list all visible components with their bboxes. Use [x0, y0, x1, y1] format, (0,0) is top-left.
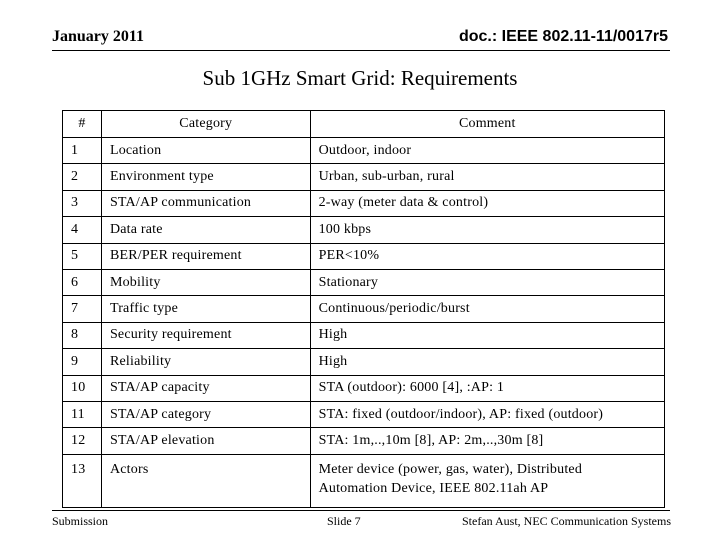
row-category: STA/AP capacity — [101, 375, 310, 401]
row-comment: Stationary — [310, 269, 664, 295]
row-comment: 2-way (meter data & control) — [310, 190, 664, 216]
row-number: 11 — [63, 401, 102, 427]
table-row — [63, 401, 665, 427]
row-comment: STA: 1m,..,10m [8], AP: 2m,..,30m [8] — [310, 428, 664, 454]
footer-divider — [52, 510, 670, 511]
row-comment: Outdoor, indoor — [310, 138, 664, 164]
header-doc-id: doc.: IEEE 802.11-11/0017r5 — [458, 28, 668, 45]
row-comment: High — [310, 349, 664, 375]
row-number: 9 — [63, 349, 102, 375]
table-header-row — [63, 111, 665, 138]
header-date: January 2011 — [52, 28, 145, 45]
row-category: Environment type — [101, 164, 310, 190]
table-row — [63, 269, 665, 295]
table-row — [63, 164, 665, 190]
row-category: Reliability — [101, 349, 310, 375]
requirements-table — [62, 110, 665, 508]
row-comment: PER<10% — [310, 243, 664, 269]
table-row — [63, 243, 665, 269]
row-category: STA/AP communication — [101, 190, 310, 216]
table-row — [63, 296, 665, 322]
row-number: 8 — [63, 322, 102, 348]
table-row — [63, 454, 665, 507]
row-comment: 100 kbps — [310, 217, 664, 243]
column-header-number: # — [63, 111, 102, 138]
table-row — [63, 190, 665, 216]
row-category: Security requirement — [101, 322, 310, 348]
row-number: 7 — [63, 296, 102, 322]
row-comment — [310, 454, 664, 507]
row-comment: Urban, sub-urban, rural — [310, 164, 664, 190]
table-row — [63, 349, 665, 375]
row-comment: STA: fixed (outdoor/indoor), AP: fixed (outdoor) — [310, 401, 664, 427]
row-comment: STA (outdoor): 6000 [4], :AP: 1 — [310, 375, 664, 401]
slide-title: Sub 1GHz Smart Grid: Requirements — [202, 66, 518, 90]
table-row — [63, 217, 665, 243]
table-row — [63, 138, 665, 164]
table-row — [63, 428, 665, 454]
row-category: Actors — [101, 454, 310, 507]
row-number: 10 — [63, 375, 102, 401]
row-comment: Continuous/periodic/burst — [310, 296, 664, 322]
footer-submission: Submission — [52, 514, 109, 528]
row-number: 5 — [63, 243, 102, 269]
row-number: 3 — [63, 190, 102, 216]
column-header-category: Category — [101, 111, 310, 138]
row-number: 1 — [63, 138, 102, 164]
row-number: 13 — [63, 454, 102, 507]
row-comment-line: Automation Device, IEEE 802.11ah AP — [318, 480, 549, 496]
table-row — [63, 322, 665, 348]
header-divider — [52, 50, 670, 51]
table-row — [63, 375, 665, 401]
row-category: BER/PER requirement — [101, 243, 310, 269]
column-header-comment: Comment — [310, 111, 664, 138]
footer-slide-number: Slide 7 — [327, 514, 361, 528]
row-category: Data rate — [101, 217, 310, 243]
row-category: Traffic type — [101, 296, 310, 322]
row-number: 4 — [63, 217, 102, 243]
row-comment: High — [310, 322, 664, 348]
row-number: 12 — [63, 428, 102, 454]
row-category: Mobility — [101, 269, 310, 295]
row-number: 2 — [63, 164, 102, 190]
row-comment-line: Meter device (power, gas, water), Distributed — [318, 461, 583, 477]
row-category: STA/AP elevation — [101, 428, 310, 454]
row-number: 6 — [63, 269, 102, 295]
row-category: Location — [101, 138, 310, 164]
footer-author: Stefan Aust, NEC Communication Systems — [462, 514, 671, 528]
row-category: STA/AP category — [101, 401, 310, 427]
